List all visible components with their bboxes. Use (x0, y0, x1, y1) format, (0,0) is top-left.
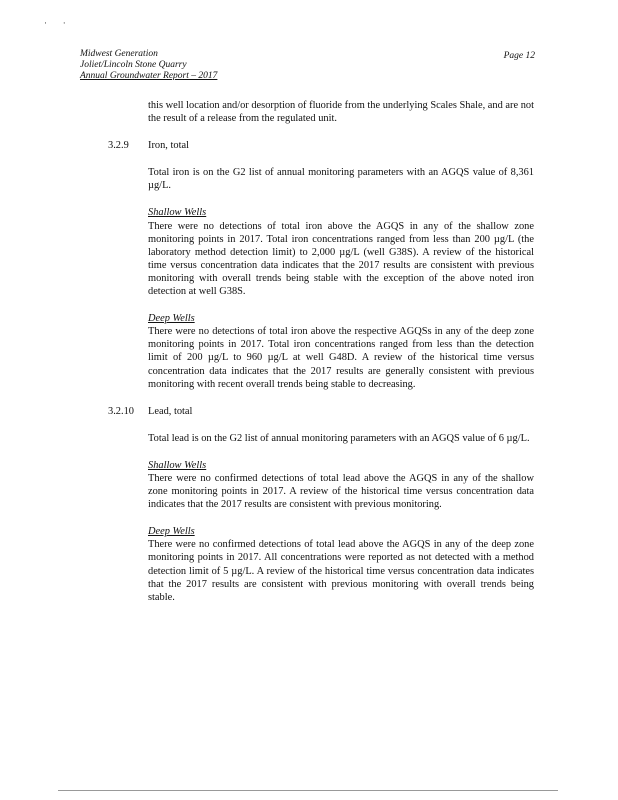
section-intro: Total iron is on the G2 list of annual monitoring parameters with an AGQS value of 8,361 µg/L. (148, 167, 534, 192)
page-header (80, 49, 535, 82)
intro-paragraph: this well location and/or desorption of fluoride from the underlying Scales Shale, and are not the result of a release from the regulated unit. (148, 100, 534, 125)
deep-wells-heading: Deep Wells (148, 313, 195, 325)
section-title: Lead, total (148, 405, 193, 417)
section-heading-lead (108, 405, 534, 418)
deep-wells-text: There were no confirmed detections of total lead above the AGQS in any of the deep zone monitoring points in 2017. All concentrations were reported as not detected with a method detection limit of 5 µg/L. A review of the historical time versus concentration data indicates that the 2017 results are consistent with previous monitoring with overall trends being stable. (148, 539, 534, 603)
deep-wells-text: There were no detections of total iron above the respective AGQSs in any of the deep zone monitoring points in 2017. Total iron concentrations ranged from less than the detection limit of 200 µg/L to 960 µg/L at well G48D. A review of the historical time versus concentration data indicates that the 2017 results are generally consistent with previous monitoring with recent overall trends being stable to decreasing. (148, 326, 534, 390)
section-number: 3.2.9 (108, 140, 129, 152)
shallow-wells-text: There were no detections of total iron above the AGQS in any of the shallow zone monitoring points in 2017. Total iron concentrations ranged from less than 200 µg/L (the laboratory method detection limit) to 2,000 µg/L (well G38S). A review of the historical time versus concentration data indicates that the 2017 results are consistent with previous monitoring with overall trends being stable with the exception of the above noted iron detection at well G38S. (148, 220, 534, 298)
company-name: Midwest Generation (80, 49, 158, 59)
section-number: 3.2.10 (108, 405, 134, 417)
footer-rule (58, 790, 558, 791)
section-intro: Total lead is on the G2 list of annual monitoring parameters with an AGQS value of 6 µg/L. (148, 432, 530, 444)
document-body (108, 99, 534, 604)
page-number: Page 12 (503, 51, 535, 61)
scan-specks: · · (44, 18, 66, 28)
shallow-wells-text: There were no confirmed detections of total lead above the AGQS in any of the shallow zone monitoring points in 2017. A review of the historical time versus concentration data indicates that the 2017 results are consistent with previous monitoring. (148, 472, 534, 511)
shallow-wells-heading: Shallow Wells (148, 207, 207, 219)
deep-wells-heading: Deep Wells (148, 526, 195, 538)
site-name: Joliet/Lincoln Stone Quarry (80, 60, 187, 70)
shallow-wells-heading: Shallow Wells (148, 459, 207, 471)
section-title: Iron, total (148, 140, 189, 152)
report-title: Annual Groundwater Report – 2017 (80, 71, 218, 81)
section-heading-iron (108, 139, 534, 152)
